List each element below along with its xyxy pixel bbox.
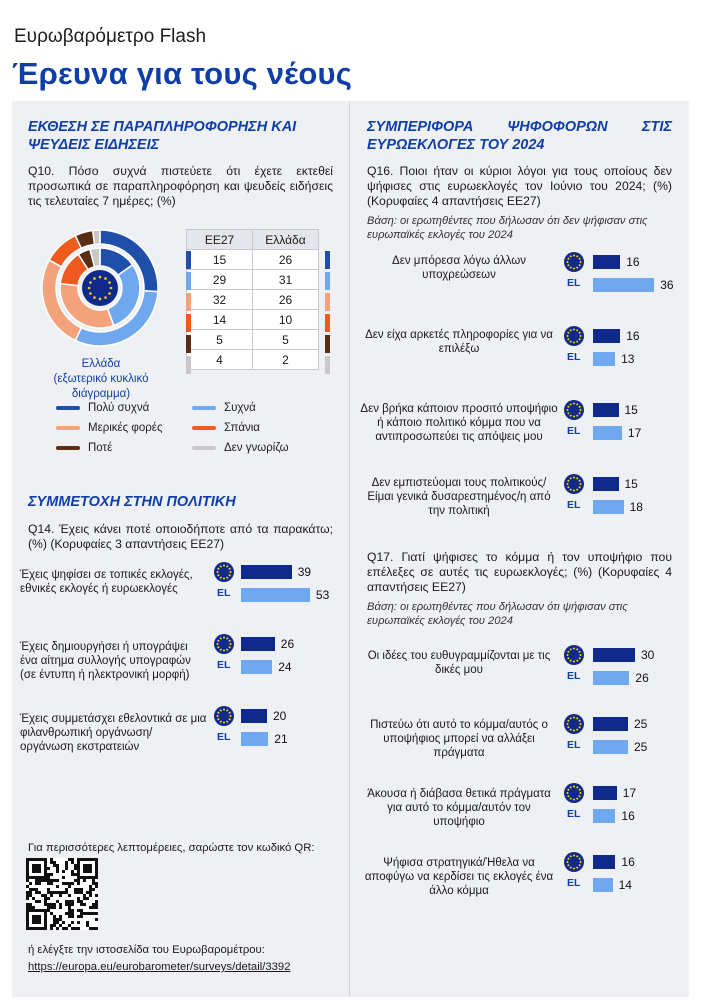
table-header-eu27: ΕΕ27 [187, 230, 253, 250]
eu-star-icon [110, 287, 113, 290]
category-color-marker [325, 251, 330, 269]
legend-swatch [56, 446, 80, 450]
eu-value-label: 25 [634, 717, 648, 731]
q17-base: Βάση: οι ερωτηθέντες που δήλωσαν ότι ψήφισαν στις ευρωπαϊκές εκλογές του 2024 [367, 601, 628, 627]
category-color-marker [186, 356, 191, 374]
eu-value-label: 15 [624, 477, 638, 491]
eu-value-label: 20 [273, 709, 287, 723]
greece-label: EL [217, 731, 231, 743]
bar-category-label: Δεν είχα αρκετές πληροφορίες για να επιλέξω [365, 329, 553, 355]
eu-value-label: 39 [297, 565, 312, 579]
greece-value: 31 [253, 270, 319, 290]
eu-flag-icon [214, 634, 234, 654]
greece-label: EL [217, 659, 231, 671]
legend-item [56, 422, 162, 434]
greece-label: EL [567, 277, 581, 289]
website-text: ή ελέγξτε την ιστοσελίδα του Ευρωβαρομέτρου: [28, 944, 265, 956]
legend-swatch [56, 426, 80, 430]
greece-label: EL [567, 425, 581, 437]
greece-value-label: 26 [635, 671, 649, 685]
q10-donut-chart [40, 228, 160, 348]
eu-flag-icon [564, 783, 584, 803]
greece-value: 26 [253, 290, 319, 310]
eu-flag-icon [564, 252, 584, 272]
legend-item [192, 402, 256, 414]
eu-value-label: 30 [641, 648, 655, 662]
greece-value-label: 21 [274, 732, 288, 746]
greece-bar [593, 740, 628, 754]
table-header-greece: Ελλάδα [253, 230, 319, 250]
bar-category-label: Πιστεύω ότι αυτό το κόμμα/αυτός ο υποψήφιος μπορεί να αλλάξει πράγματα [370, 719, 548, 759]
greece-label: EL [567, 739, 581, 751]
greece-bar [593, 426, 622, 440]
eu-flag-icon [564, 852, 584, 872]
eu-flag-icon [82, 270, 118, 306]
donut-caption: Ελλάδα [81, 358, 121, 370]
eu-star-icon [89, 292, 92, 295]
bar-category-label: Έχεις ψηφίσει σε τοπικές εκλογές, εθνικές εκλογές ή ευρωεκλογές [20, 569, 193, 595]
participation-section-title: ΣΥΜΜΕΤΟΧΗ ΣΤΗΝ ΠΟΛΙΤΙΚΗ [28, 494, 236, 510]
eu-flag-icon [564, 645, 584, 665]
table-row [187, 350, 319, 370]
greece-value: 2 [253, 350, 319, 370]
bar-category-label: Οι ιδέες του ευθυγραμμίζονται με τις δικές μου [367, 650, 551, 676]
greece-slice-5 [93, 230, 100, 244]
legend-item [56, 442, 112, 454]
greece-value-label: 18 [629, 500, 643, 514]
category-color-marker [325, 272, 330, 290]
page-title: Έρευνα για τους νέους [12, 56, 353, 91]
eu-flag-icon [564, 400, 584, 420]
q10-question: Q10. Πόσο συχνά πιστεύετε ότι έχετε εκτεθεί προσωπικά σε παραπληροφόρηση και ψευδείς ειδήσεις τις τελευταίες 7 ημέρες; (%) [28, 164, 333, 208]
category-color-marker [325, 293, 330, 311]
category-color-marker [325, 356, 330, 374]
q17-bar-chart [360, 645, 685, 905]
table-row [187, 310, 319, 330]
eu-bar [593, 717, 628, 731]
greece-value-label: 53 [315, 588, 330, 602]
eu27-value: 15 [187, 250, 253, 270]
category-color-marker [186, 335, 191, 353]
greece-value-label: 25 [634, 740, 648, 754]
eu-value-label: 15 [624, 403, 638, 417]
eu-bar [241, 709, 267, 723]
eu-star-icon [88, 287, 91, 290]
q14-question: Q14. Έχεις κάνει ποτέ οποιοδήποτε από τα παρακάτω; (%) (Κορυφαίες 3 απαντήσεις ΕΕ27) [28, 522, 333, 551]
legend-label: Συχνά [224, 402, 256, 414]
table-row [187, 250, 319, 270]
legend-label: Δεν γνωρίζω [224, 442, 289, 454]
eu-flag-icon [214, 562, 234, 582]
bar-category-label: Δεν εμπιστεύομαι τους πολιτικούς/ Είμαι γενικά δυσαρεστημένος/η από την πολιτική [367, 477, 551, 517]
greece-bar [593, 278, 654, 292]
eu-flag-icon [564, 714, 584, 734]
greece-bar [241, 660, 272, 674]
eu-bar [593, 477, 619, 491]
eu-star-icon [89, 281, 92, 284]
legend-label: Μερικές φορές [88, 422, 163, 434]
eu-star-icon [93, 296, 96, 299]
eu-star-icon [104, 296, 107, 299]
eu-value-label: 17 [622, 786, 637, 800]
greece-value: 10 [253, 310, 319, 330]
eu-flag-icon [564, 326, 584, 346]
q16-question: Q16. Ποιοι ήταν οι κύριοι λόγοι για τους οποίους δεν ψήφισες στις ευρωεκλογές τον Ιούνιο του 2024; (%) (Κορυφαίες 4 απαντήσεις ΕΕ27) [367, 164, 672, 208]
legend-swatch [192, 446, 216, 450]
greece-bar [593, 500, 624, 514]
greece-value-label: 24 [278, 660, 292, 674]
eu-value-label: 26 [280, 637, 295, 651]
bar-category-label: Έχεις δημιουργήσει ή υπογράψει ένα αίτημα συλλογής υπογραφών (σε έντυπη ή ηλεκτρονική μορφή) [20, 641, 191, 681]
bar-category-label: Δεν μπόρεσα λόγω άλλων υποχρεώσεων [392, 255, 526, 281]
eu27-value: 5 [187, 330, 253, 350]
greece-value: 26 [253, 250, 319, 270]
greece-label: EL [567, 808, 581, 820]
greece-label: EL [567, 877, 581, 889]
bar-category-label: Άκουσα ή διάβασα θετικά πράγματα για αυτό το κόμμα/αυτόν τον υποψήφιο [367, 788, 551, 828]
eu-bar [593, 403, 619, 417]
greece-value-label: 16 [621, 809, 635, 823]
eu-value-label: 16 [626, 329, 640, 343]
eu-star-icon [108, 281, 111, 284]
eu-bar [241, 637, 275, 651]
greece-value-label: 14 [618, 878, 632, 892]
greece-label: EL [567, 351, 581, 363]
greece-bar [241, 732, 268, 746]
qr-instruction: Για περισσότερες λεπτομέρειες, σαρώστε τον κωδικό QR: [28, 842, 315, 854]
eu-value-label: 16 [621, 855, 635, 869]
donut-caption-sub: (εξωτερικό κυκλικό διάγραμμα) [53, 373, 149, 400]
legend-swatch [56, 406, 80, 410]
eu27-value: 29 [187, 270, 253, 290]
greece-label: EL [217, 587, 231, 599]
legend-label: Ποτέ [88, 442, 113, 454]
legend-swatch [192, 426, 216, 430]
greece-value: 5 [253, 330, 319, 350]
table-row [187, 290, 319, 310]
eu-flag-icon [564, 474, 584, 494]
table-row [187, 330, 319, 350]
bar-category-label: Ψήφισα στρατηγικά/Ήθελα να αποφύγω να κερδίσει τις εκλογές ένα άλλο κόμμα [364, 857, 554, 897]
disinfo-section-title: ΕΚΘΕΣΗ ΣΕ ΠΑΡΑΠΛΗΡΟΦΟΡΗΣΗ ΚΑΙ ΨΕΥΔΕΙΣ ΕΙΔΗΣΕΙΣ [28, 119, 297, 153]
bar-category-label: Έχεις συμμετάσχει εθελοντικά σε μια φιλανθρωπική οργάνωση/ οργάνωση εκστρατειών [20, 713, 207, 753]
greece-bar [593, 809, 615, 823]
eu-star-icon [99, 276, 102, 279]
eu-bar [241, 565, 292, 579]
category-color-marker [325, 335, 330, 353]
eu27-value: 32 [187, 290, 253, 310]
category-color-marker [186, 314, 191, 332]
eu-bar [593, 855, 615, 869]
legend-swatch [192, 406, 216, 410]
greece-value-label: 36 [660, 278, 674, 292]
eu-bar [593, 648, 635, 662]
greece-bar [241, 588, 310, 602]
eu-bar [593, 329, 620, 343]
qr-code[interactable] [26, 858, 98, 930]
voting-section-title: ΣΥΜΠΕΡΙΦΟΡΑ ΨΗΦΟΦΟΡΩΝ ΣΤΙΣ ΕΥΡΩΕΚΛΟΓΕΣ ΤΟΥ 2024 [367, 119, 672, 153]
eu-star-icon [93, 277, 96, 280]
q16-bar-chart [360, 252, 685, 522]
legend-item [192, 442, 289, 454]
category-color-marker [186, 272, 191, 290]
eu27-value: 14 [187, 310, 253, 330]
greece-bar [593, 878, 613, 892]
greece-label: EL [567, 670, 581, 682]
bar-category-label: Δεν βρήκα κάποιον πρoσιτό υποψήφιο ή κάποιο πολιτικό κόμμα που να αντιπροσωπεύει τις απόψεις μου [360, 403, 558, 443]
eu-bar [593, 255, 620, 269]
eu-star-icon [99, 298, 102, 301]
legend-label: Πολύ συχνά [88, 402, 150, 414]
greece-bar [593, 671, 629, 685]
category-color-marker [186, 251, 191, 269]
column-divider [349, 101, 350, 997]
eu-flag-icon [214, 706, 234, 726]
greece-bar [593, 352, 615, 366]
q10-table [186, 229, 319, 370]
eu-star-icon [104, 277, 107, 280]
q16-base: Βάση: οι ερωτηθέντες που δήλωσαν ότι δεν ψήφισαν στις ευρωπαϊκές εκλογές του 2024 [367, 215, 648, 241]
eu-star-icon [108, 292, 111, 295]
survey-kicker: Ευρωβαρόμετρο Flash [14, 26, 207, 47]
eu-bar [593, 786, 617, 800]
greece-value-label: 13 [621, 352, 635, 366]
category-color-marker [325, 314, 330, 332]
q14-bar-chart [20, 562, 345, 762]
greece-value-label: 17 [627, 426, 642, 440]
legend-item [192, 422, 260, 434]
table-row [187, 270, 319, 290]
legend-label: Σπάνια [224, 422, 260, 434]
greece-label: EL [567, 499, 581, 511]
eu-value-label: 16 [626, 255, 640, 269]
q17-question: Q17. Γιατί ψήφισες το κόμμα ή τον υποψήφιο που επέλεξες σε αυτές τις ευρωεκλογές; (%) (Κορυφαίες 4 απαντήσεις ΕΕ27) [367, 550, 672, 594]
legend-item [56, 402, 149, 414]
survey-link[interactable]: https://europa.eu/eurobarometer/surveys/detail/3392 [28, 961, 291, 973]
eu27-value: 4 [187, 350, 253, 370]
category-color-marker [186, 293, 191, 311]
